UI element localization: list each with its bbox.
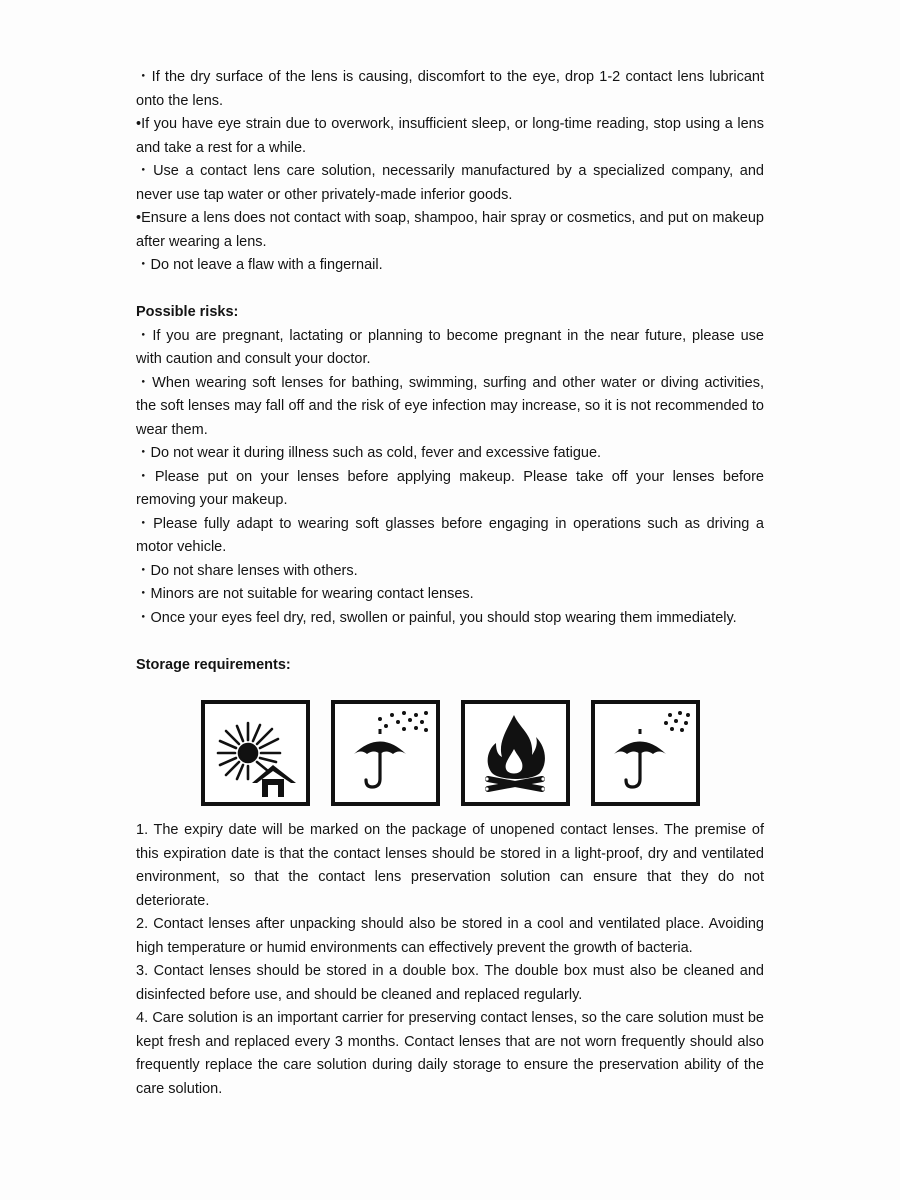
risk-item: ・Do not wear it during illness such as cold, fever and excessive fatigue. [136,445,602,461]
document-content [136,66,764,1101]
risk-item: ・Do not share lenses with others. [136,562,358,579]
umbrella-rain-icon [331,700,440,806]
risk-item: ・Minors are not suitable for wearing contact lenses. [136,586,474,602]
storage-item: 3. Contact lenses should be stored in a double box. The double box must also be cleaned and disinfected before use, and should be cleaned and replaced regularly. [136,963,764,1003]
care-bullet: ・Use a contact lens care solution, necessarily manufactured by a specialized company, and never use tap water or other privately-made inferior goods. [136,163,764,203]
risk-item: ・Once your eyes feel dry, red, swollen or painful, you should stop wearing them immediately. [136,609,737,626]
risk-item: ・If you are pregnant, lactating or planning to become pregnant in the near future, please use with caution and consult your doctor. [136,327,764,367]
care-bullet: •Ensure a lens does not contact with soap, shampoo, hair spray or cosmetics, and put on makeup after wearing a lens. [136,210,764,250]
risks-heading: Possible risks: [136,304,239,320]
storage-item: 1. The expiry date will be marked on the package of unopened contact lenses. The premise of this expiration date is that the contact lenses should be stored in a light-proof, dry and ventilated environment, so that the contact lens preservation solution can ensure that they do not deteriorate. [136,822,764,909]
risk-item: ・Please fully adapt to wearing soft glasses before engaging in operations such as driving a motor vehicle. [136,515,764,555]
fire-icon [461,700,570,806]
storage-heading: Storage requirements: [136,656,291,673]
storage-item: 2. Contact lenses after unpacking should also be stored in a cool and ventilated place. Avoiding high temperature or humid environments can effectively prevent the growth of bacteria. [136,916,764,956]
care-bullet: ・Do not leave a flaw with a fingernail. [136,257,383,273]
storage-item: 4. Care solution is an important carrier for preserving contact lenses, so the care solution must be kept fresh and replaced every 3 months. Contact lenses that are not worn frequently should also frequently replace the care solution during daily storage to ensure the preservation ability of the care solution. [136,1010,764,1097]
care-bullet: ・If the dry surface of the lens is causing, discomfort to the eye, drop 1-2 contact lens lubricant onto the lens. [136,69,764,109]
storage-icons [136,700,764,806]
risk-item: ・When wearing soft lenses for bathing, swimming, surfing and other water or diving activities, the soft lenses may fall off and the risk of eye infection may increase, so it is not recommended to wear them. [136,374,764,438]
sun-house-icon [201,700,310,806]
care-bullet: •If you have eye strain due to overwork, insufficient sleep, or long-time reading, stop using a lens and take a rest for a while. [136,116,764,156]
risk-item: ・Please put on your lenses before applying makeup. Please take off your lenses before removing your makeup. [136,468,764,508]
umbrella-rain-icon [591,700,700,806]
